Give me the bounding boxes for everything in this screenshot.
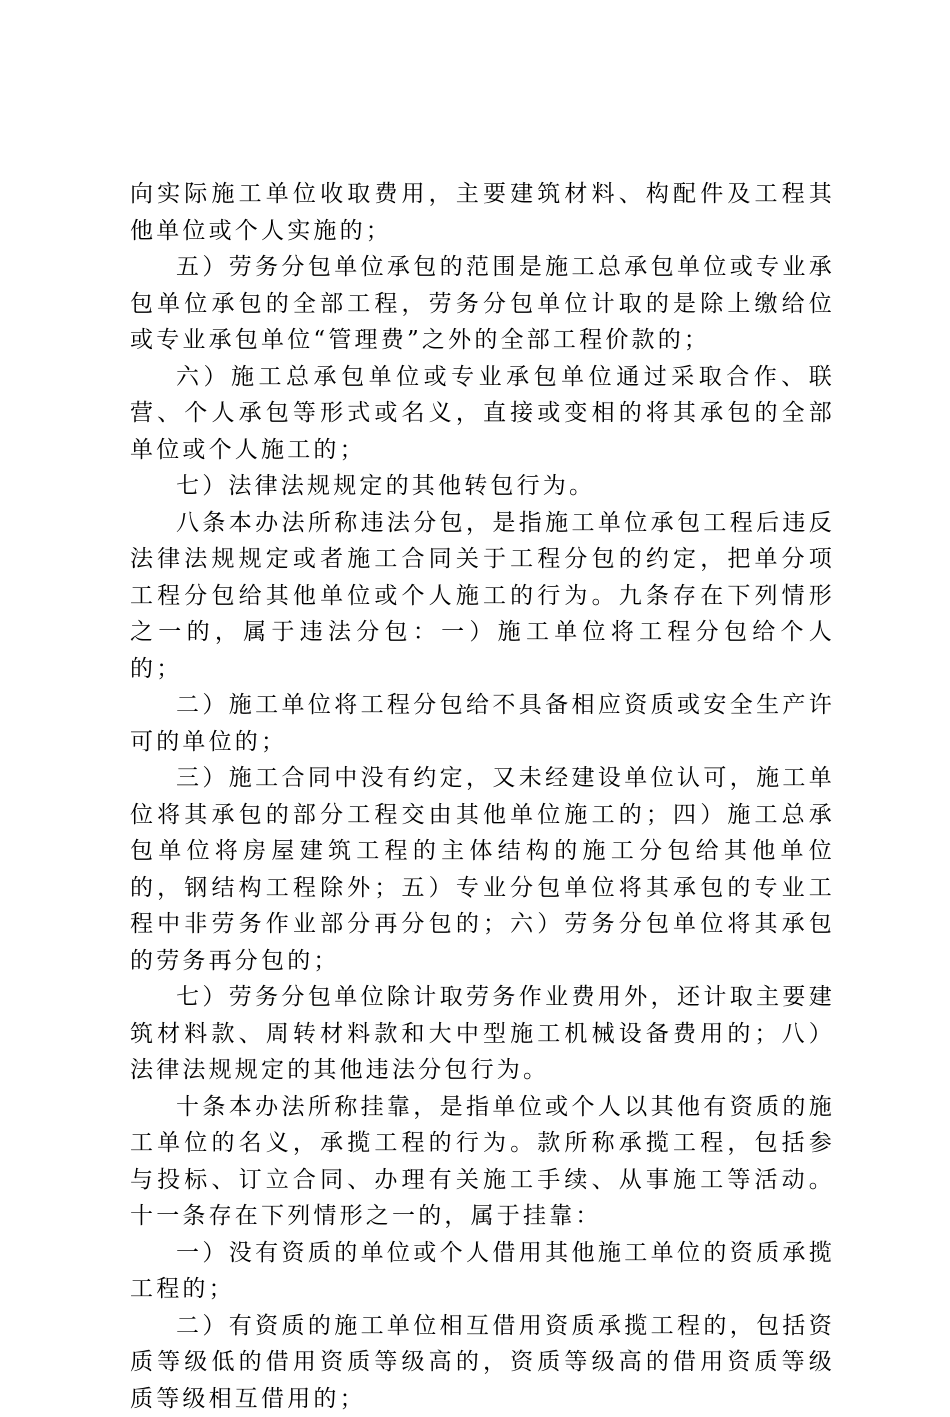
paragraph-11: 二）有资质的施工单位相互借用资质承揽工程的，包括资质等级低的借用资质等级高的，资质等级高的借用资质等级质等级相互借用的；: [130, 1308, 835, 1417]
paragraph-6: 二）施工单位将工程分包给不具备相应资质或安全生产许可的单位的；: [130, 687, 835, 760]
paragraph-8: 七）劳务分包单位除计取劳务作业费用外，还计取主要建筑材料款、周转材料款和大中型施工机械设备费用的；八）法律法规规定的其他违法分包行为。: [130, 979, 835, 1089]
paragraph-2: 五）劳务分包单位承包的范围是施工总承包单位或专业承包单位承包的全部工程，劳务分包单位计取的是除上缴给位或专业承包单位“管理费”之外的全部工程价款的；: [130, 249, 835, 359]
paragraph-4: 七）法律法规规定的其他转包行为。: [130, 468, 835, 505]
paragraph-5: 八条本办法所称违法分包，是指施工单位承包工程后违反法律法规规定或者施工合同关于工程分包的约定，把单分项工程分包给其他单位或个人施工的行为。九条存在下列情形之一的，属于违法分包：一）施工单位将工程分包给个人的；: [130, 505, 835, 688]
paragraph-1: 向实际施工单位收取费用，主要建筑材料、构配件及工程其他单位或个人实施的；: [130, 176, 835, 249]
paragraph-10: 一）没有资质的单位或个人借用其他施工单位的资质承揽工程的；: [130, 1235, 835, 1308]
paragraph-9: 十条本办法所称挂靠，是指单位或个人以其他有资质的施工单位的名义，承揽工程的行为。款所称承揽工程，包括参与投标、订立合同、办理有关施工手续、从事施工等活动。十一条存在下列情形之一的，属于挂靠：: [130, 1089, 835, 1235]
document-body: [130, 176, 835, 1417]
paragraph-7: 三）施工合同中没有约定，又未经建设单位认可，施工单位将其承包的部分工程交由其他单位施工的；四）施工总承包单位将房屋建筑工程的主体结构的施工分包给其他单位的，钢结构工程除外；五）专业分包单位将其承包的专业工程中非劳务作业部分再分包的；六）劳务分包单位将其承包的劳务再分包的；: [130, 760, 835, 979]
paragraph-3: 六）施工总承包单位或专业承包单位通过采取合作、联营、个人承包等形式或名义，直接或变相的将其承包的全部单位或个人施工的；: [130, 359, 835, 469]
